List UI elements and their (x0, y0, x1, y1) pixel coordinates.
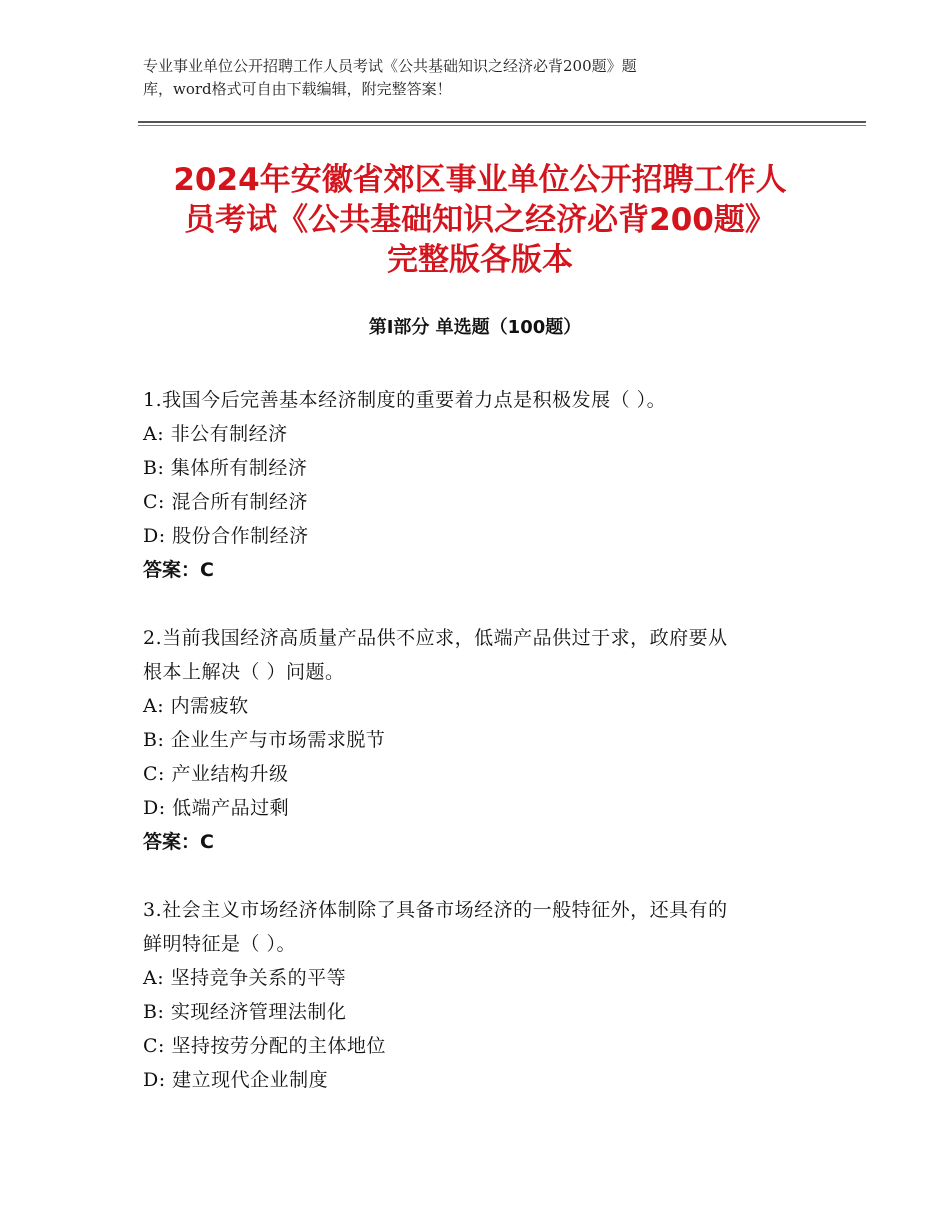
option-d: D: 股份合作制经济 (143, 525, 309, 547)
header-divider-thin (138, 125, 866, 126)
header-line-2: 库，word格式可自由下载编辑，附完整答案！ (143, 80, 452, 98)
option-c: C: 坚持按劳分配的主体地位 (143, 1035, 386, 1057)
question-spacer (143, 587, 803, 621)
option-b: B: 企业生产与市场需求脱节 (143, 729, 386, 751)
option-d: D: 低端产品过剩 (143, 797, 290, 819)
option-a: A: 内需疲软 (143, 695, 249, 717)
option-d: D: 建立现代企业制度 (143, 1069, 329, 1091)
question-stem-continued: 根本上解决（ ）问题。 (143, 661, 345, 683)
answer-label: 答案：C (143, 559, 214, 581)
header-line-1: 专业事业单位公开招聘工作人员考试《公共基础知识之经济必背200题》题 (143, 57, 637, 75)
option-a: A: 坚持竞争关系的平等 (143, 967, 347, 989)
option-b: B: 实现经济管理法制化 (143, 1001, 347, 1023)
question-stem: 2.当前我国经济高质量产品供不应求，低端产品供过于求，政府要从 (143, 627, 728, 649)
option-c: C: 混合所有制经济 (143, 491, 308, 513)
question-stem-continued: 鲜明特征是（ ）。 (143, 933, 297, 955)
question-item (143, 383, 803, 587)
question-list (143, 383, 803, 1097)
title-line-3: 完整版各版本 (387, 242, 573, 278)
section-heading: 第Ⅰ部分 单选题（100题） (368, 317, 582, 338)
document-header (143, 55, 783, 101)
question-item (143, 893, 803, 1097)
document-title (100, 160, 860, 280)
option-a: A: 非公有制经济 (143, 423, 288, 445)
question-stem: 3.社会主义市场经济体制除了具备市场经济的一般特征外，还具有的 (143, 899, 728, 921)
question-spacer (143, 859, 803, 893)
answer-label: 答案：C (143, 831, 214, 853)
title-line-2: 员考试《公共基础知识之经济必背200题》 (184, 202, 776, 238)
header-divider (138, 121, 866, 123)
question-stem: 1.我国今后完善基本经济制度的重要着力点是积极发展（ ）。 (143, 389, 667, 411)
question-item (143, 621, 803, 859)
option-c: C: 产业结构升级 (143, 763, 289, 785)
option-b: B: 集体所有制经济 (143, 457, 308, 479)
title-line-1: 2024年安徽省郊区事业单位公开招聘工作人 (173, 162, 787, 198)
